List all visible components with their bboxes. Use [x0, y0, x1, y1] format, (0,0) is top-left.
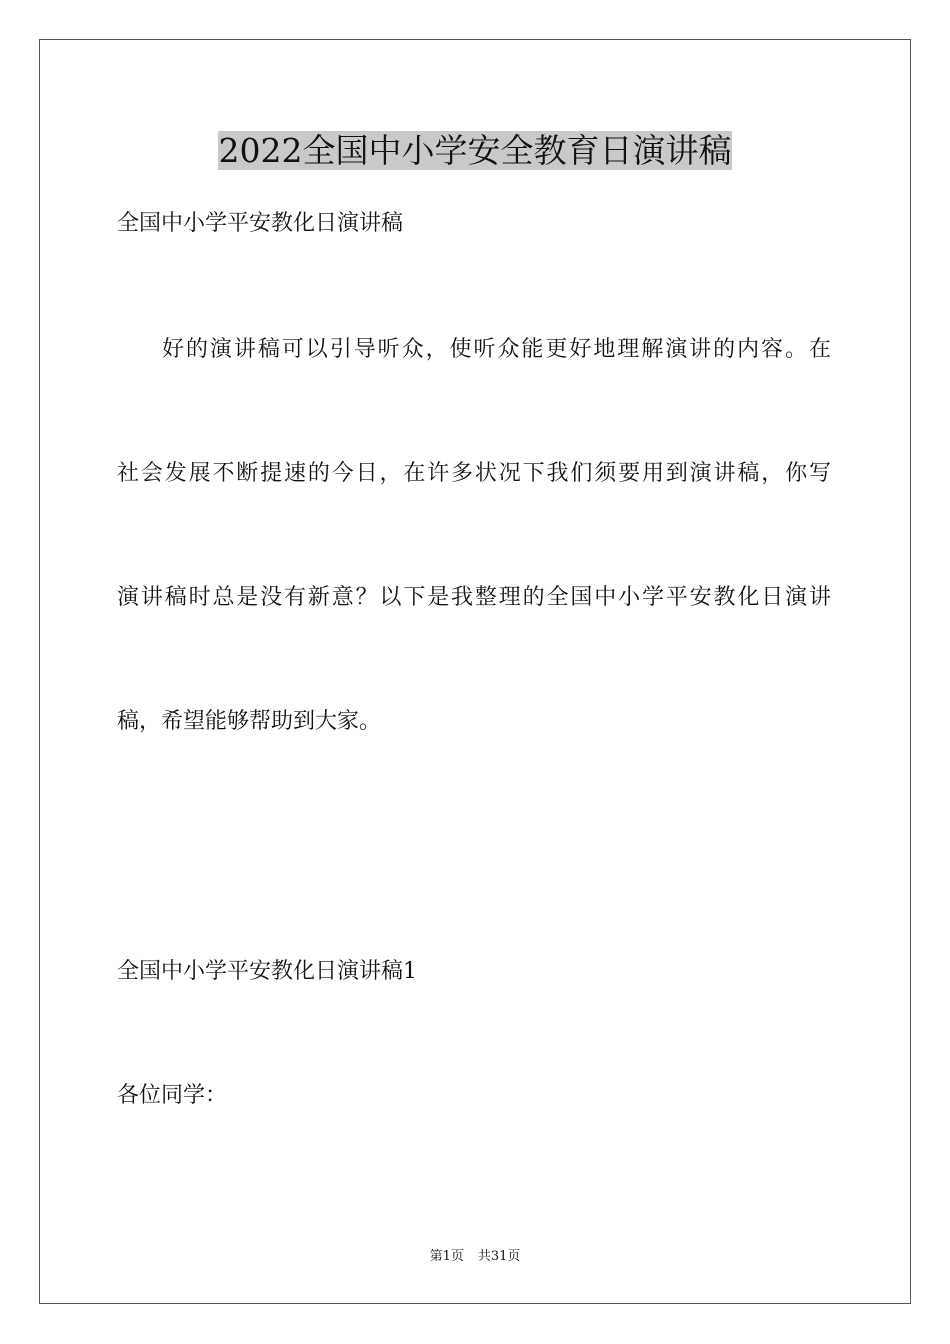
page-number: 第1页 — [429, 1249, 464, 1264]
page-total: 共31页 — [477, 1249, 521, 1264]
paragraph-line-1: 好的演讲稿可以引导听众，使听众能更好地理解演讲的内容。在 — [162, 337, 831, 362]
paragraph-line-2: 社会发展不断提速的今日，在许多状况下我们须要用到演讲稿，你写 — [117, 461, 831, 486]
greeting: 各位同学： — [117, 1083, 228, 1108]
paragraph-line-3: 演讲稿时总是没有新意？以下是我整理的全国中小学平安教化日演讲 — [117, 585, 831, 610]
document-subtitle: 全国中小学平安教化日演讲稿 — [117, 211, 404, 236]
section-heading: 全国中小学平安教化日演讲稿1 — [117, 959, 417, 984]
document-title — [0, 128, 950, 174]
page-footer — [0, 1248, 950, 1266]
document-title-text: 2022全国中小学安全教育日演讲稿 — [218, 131, 732, 170]
paragraph-line-4: 稿，希望能够帮助到大家。 — [117, 709, 382, 734]
